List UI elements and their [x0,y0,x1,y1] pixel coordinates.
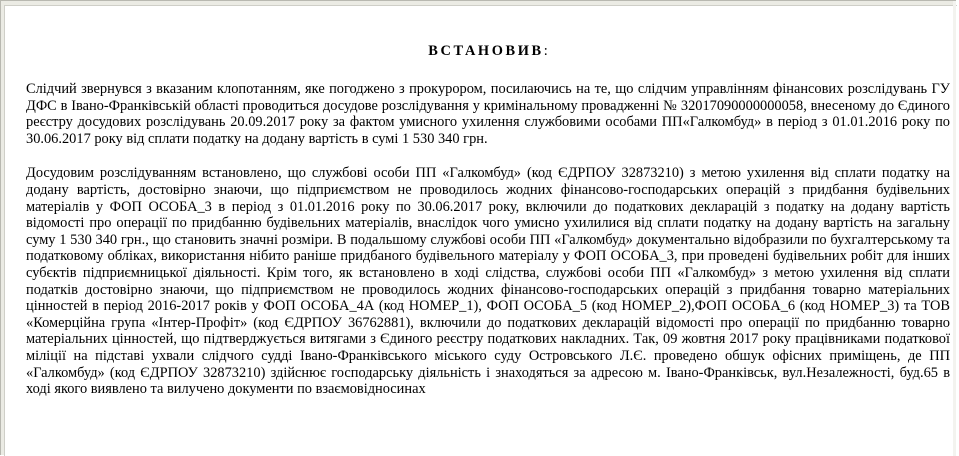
heading-text: ВСТАНОВИВ [428,43,544,59]
document-content [26,43,950,416]
right-edge [953,1,956,456]
heading-colon: : [543,43,548,59]
section-heading [26,43,950,59]
document-page [4,5,957,456]
paragraph-2: Досудовим розслідуванням встановлено, що службові особи ПП «Галкомбуд» (код ЄДРПОУ 32873210) з метою ухилення від сплати податку на додану вартість, достовірно знаючи, що підприємством не проводилось жодних фінансово-господарських операцій з придбання будівельних матеріалів у ФОП ОСОБА_3 в період з 01.01.2016 року по 30.06.2017 року, включили до податкових декларацій з податку на додану вартість відомості про операції по придбанню будівельних матеріалів, внаслідок чого умисно ухилилися від сплати податку на додану вартість на загальну суму 1 530 340 грн., що становить значні розміри. В подальшому службові особи ПП «Галкомбуд» документально відобразили по бухгалтерському та податковому обліках, використання нібито раніше придбаного будівельного матеріалу у ФОП ОСОБА_3, при проведені будівельних робіт для інших субєктів підприємницької діяльності. Крім того, як встановлено в ході слідства, службові особи ПП «Галкомбуд» з метою ухилення від сплати податків достовірно знаючи, що підприємством не проводилось жодних фінансово-господарських операцій з придбання товарно матеріальних цінностей в період 2016-2017 років у ФОП ОСОБА_4А (код НОМЕР_1), ФОП ОСОБА_5 (код НОМЕР_2),ФОП ОСОБА_6 (код НОМЕР_3) та ТОВ «Комерційна група «Інтер-Профіт» (код ЄДРПОУ 36762881), включили до податкових декларацій відомості про операції по придбанню товарно матеріальних цінностей, що підтверджується витягами з Єдиного реєстру податкових накладних. Так, 09 жовтня 2017 року працівниками податкової міліції на підставі ухвали слідчого судді Івано-Франківського міського суду Островського Л.Є. проведено обшук офісних приміщень, де ПП «Галкомбуд» (код ЄДРПОУ 32873210) здійснює господарську діяльність і знаходяться за адресою м. Івано-Франківськ, вул.Незалежності, буд.65 в ході якого виявлено та вилучено документи по взаємовідносинах [26,165,950,398]
paragraph-1: Слідчий звернувся з вказаним клопотанням, яке погоджено з прокурором, посилаючись на те, що слідчим управлінням фінансових розслідувань ГУ ДФС в Івано-Франківській області проводиться досудове розслідування у кримінальному провадженні № 32017090000000058, внесеному до Єдиного реєстру досудових розслідувань 20.09.2017 року за фактом умисного ухилення службовими особами ПП«Галкомбуд» в період з 01.01.2016 року по 30.06.2017 року від сплати податку на додану вартість в сумі 1 530 340 грн. [26,81,950,147]
